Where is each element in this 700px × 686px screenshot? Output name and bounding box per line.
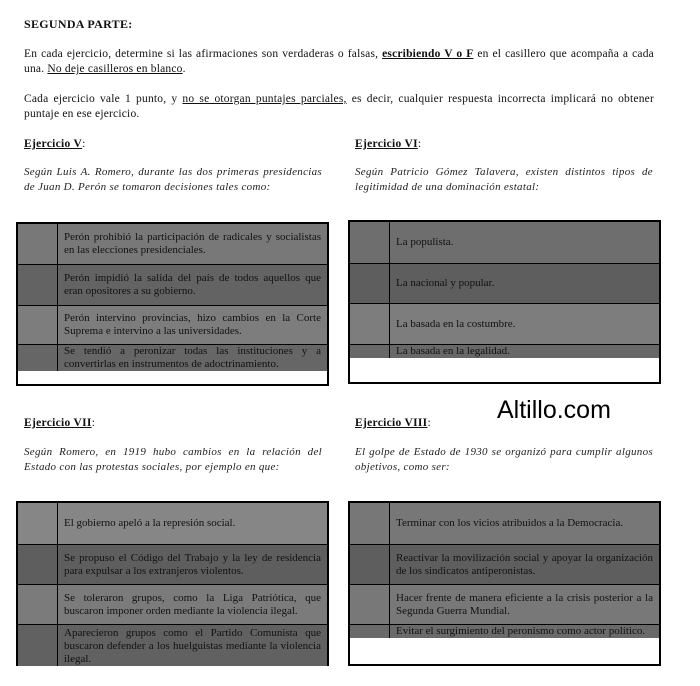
exercise-title-text: Ejercicio V [24,138,83,150]
instructions-paragraph-2 [24,92,654,122]
exercise-vi-table [348,220,661,384]
exercise-vii-table [16,501,329,666]
statement-row [18,224,327,264]
statement-row [18,503,327,544]
answer-box[interactable] [18,545,58,584]
answer-box[interactable] [350,304,390,344]
instr-text: . [182,63,186,75]
statement-row [18,624,327,666]
exercise-viii-title: Ejercicio VIII: [355,417,431,429]
statement-row [350,263,659,303]
statement-text: Se propuso el Código del Trabajo y la ley de residencia para expulsar a los extranjeros violentos. [64,551,321,577]
instr-text: Cada ejercicio vale 1 punto, y [24,93,183,105]
instr-emphasis: escribiendo V o F [382,48,474,60]
exercise-vi-title: Ejercicio VI: [355,138,422,150]
exercise-title-text: Ejercicio VII [24,417,92,429]
instr-emphasis: no se otorgan puntajes parciales, [182,93,347,105]
statement-text: El gobierno apeló a la represión social. [64,517,236,529]
statement-row [350,344,659,358]
statement-text: La nacional y popular. [396,277,495,289]
answer-box[interactable] [350,625,390,638]
statement-text: Se toleraron grupos, como la Liga Patriótica, que buscaron imponer orden mediante la violencia ilegal. [64,591,321,617]
statement-row [350,544,659,584]
answer-box[interactable] [350,222,390,263]
answer-box[interactable] [18,224,58,264]
answer-box[interactable] [350,585,390,624]
instr-text: En cada ejercicio, determine si las afirmaciones son verdaderas o falsas, [24,48,383,60]
statement-text: Hacer frente de manera eficiente a la crisis posterior a la Segunda Guerra Mundial. [396,591,653,617]
instr-text: es decir, cualquier respuesta incorrecta implicará no obtener puntaje en ese ejercicio. [24,93,654,120]
statement-text: La basada en la costumbre. [396,317,516,330]
answer-box[interactable] [18,625,58,666]
statement-row [350,503,659,544]
exercise-title-text: Ejercicio VIII [355,417,428,429]
statement-row [18,544,327,584]
statement-text: La basada en la legalidad. [396,345,510,357]
statement-row [350,584,659,624]
answer-box[interactable] [18,265,58,305]
statement-text: Terminar con los vicios atribuidos a la Democracia. [396,517,624,529]
answer-box[interactable] [350,545,390,584]
exercise-title-text: Ejercicio VI [355,138,418,150]
answer-box[interactable] [350,264,390,303]
statement-text: Perón impidió la salida del país de todos aquellos que eran opositores a su gobierno. [64,272,321,297]
exercise-v-description: Según Luis A. Romero, durante las dos primeras presidencias de Juan D. Perón se tomaron decisiones tales como: [24,166,322,193]
instr-emphasis: No deje casilleros en blanco [47,63,183,75]
instructions-paragraph-1 [24,47,654,77]
watermark-text: Altillo.com [497,396,611,424]
statement-row [350,303,659,344]
statement-row [350,624,659,638]
answer-box[interactable] [18,306,58,344]
statement-text: Se tendió a peronizar todas las instituciones y a convertirlas en instrumentos de adoctrinamiento. [64,345,321,370]
statement-text: La populista. [396,236,454,248]
instr-text: en el casillero que acompaña a cada una. [24,48,654,75]
answer-box[interactable] [18,345,58,371]
exercise-vii-description: Según Romero, en 1919 hubo cambios en la relación del Estado con las protestas sociales, por ejemplo en que: [24,446,322,473]
statement-row [350,222,659,263]
answer-box[interactable] [18,585,58,624]
exercise-viii-description: El golpe de Estado de 1930 se organizó para cumplir algunos objetivos, como ser: [355,446,653,473]
statement-row [18,305,327,344]
statement-text: Evitar el surgimiento del peronismo como actor político. [396,625,646,637]
exercise-viii-table [348,501,661,666]
exercise-v-title: Ejercicio V: [24,138,86,150]
exercise-vi-description: Según Patricio Gómez Talavera, existen distintos tipos de legitimidad de una dominación estatal: [355,166,653,193]
answer-box[interactable] [350,345,390,358]
statement-row [18,344,327,371]
statement-text: Reactivar la movilización social y apoyar la organización de los sindicatos antiperonistas. [396,551,653,577]
statement-row [18,264,327,305]
answer-box[interactable] [18,503,58,544]
statement-text: Perón prohibió la participación de radicales y socialistas en las elecciones presidenciales. [64,231,321,256]
statement-text: Aparecieron grupos como el Partido Comunista que buscaron defender a los huelguistas mediante la violencia ilegal. [64,627,321,665]
section-heading: SEGUNDA PARTE: [24,17,133,31]
exercise-v-table [16,222,329,386]
statement-row [18,584,327,624]
exercise-vii-title: Ejercicio VII: [24,417,96,429]
statement-text: Perón intervino provincias, hizo cambios en la Corte Suprema e intervino a las universidades. [64,312,321,337]
answer-box[interactable] [350,503,390,544]
